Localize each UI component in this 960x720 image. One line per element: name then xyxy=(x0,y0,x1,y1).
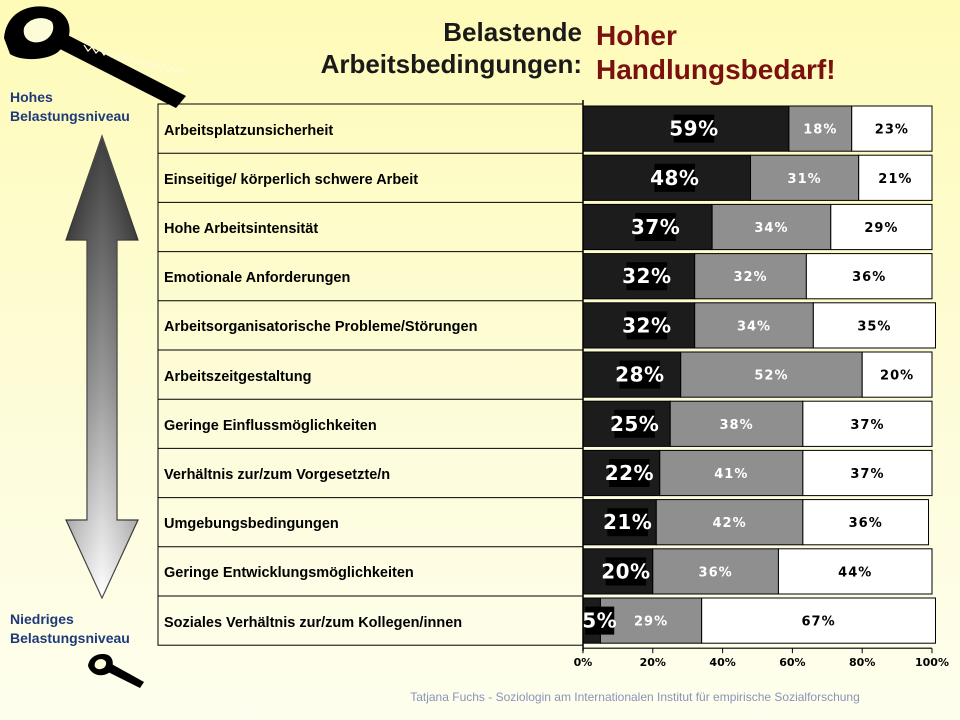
data-label-medium: 42% xyxy=(712,516,747,532)
x-tick-label: 20% xyxy=(639,656,666,670)
data-label-high: 28% xyxy=(615,362,665,387)
data-label-high: 37% xyxy=(630,215,681,239)
data-label-low: 23% xyxy=(874,122,909,138)
label-table-grid xyxy=(158,104,583,645)
data-label-low: 29% xyxy=(864,221,899,236)
data-label-medium: 31% xyxy=(787,171,822,187)
x-tick-label: 40% xyxy=(709,656,736,670)
data-label-low: 44% xyxy=(838,565,873,581)
high-level-label-line1: Hohes xyxy=(10,89,53,105)
data-label-medium: 34% xyxy=(754,221,789,236)
data-label-medium: 18% xyxy=(803,122,838,138)
category-label: Umgebungsbedingungen xyxy=(164,516,339,533)
data-label-high: 21% xyxy=(602,510,653,535)
data-label-medium: 36% xyxy=(698,565,733,581)
data-label-low: 21% xyxy=(878,171,913,187)
data-label-low: 35% xyxy=(857,319,892,335)
data-label-medium: 38% xyxy=(719,417,754,433)
data-label-low: 36% xyxy=(848,516,883,532)
chart-title-line2: Arbeitsbedingungen: xyxy=(320,49,582,79)
data-label-high: 59% xyxy=(669,116,719,141)
data-label-high: 5% xyxy=(582,608,618,633)
data-label-high: 32% xyxy=(622,313,672,338)
data-label-low: 37% xyxy=(850,467,885,482)
emphasis-title-line2: Handlungsbedarf! xyxy=(596,54,836,85)
data-label-medium: 41% xyxy=(714,467,749,482)
data-label-medium: 34% xyxy=(736,319,772,335)
x-tick-label: 0% xyxy=(573,656,593,670)
data-label-low: 37% xyxy=(850,417,885,433)
category-label: Verhältnis zur/zum Vorgesetzte/n xyxy=(164,467,391,483)
category-label: Soziales Verhältnis zur/zum Kollegen/innen xyxy=(164,614,463,631)
emphasis-title-line1: Hoher xyxy=(596,20,677,51)
category-label: Geringe Einflussmöglichkeiten xyxy=(164,417,377,434)
data-label-low: 67% xyxy=(801,614,836,630)
data-label-low: 20% xyxy=(880,368,915,384)
data-label-high: 20% xyxy=(601,559,651,584)
data-label-medium: 32% xyxy=(733,270,768,286)
category-label: Einseitige/ körperlich schwere Arbeit xyxy=(164,171,419,188)
chart-title-line1: Belastende xyxy=(443,17,582,47)
low-level-label-line1: Niedriges xyxy=(10,611,74,627)
data-label-medium: 52% xyxy=(754,368,789,384)
category-label: Emotionale Anforderungen xyxy=(164,270,351,287)
x-tick-label: 80% xyxy=(849,656,876,670)
data-label-medium: 29% xyxy=(633,614,669,630)
data-label-high: 25% xyxy=(609,411,660,436)
data-label-low: 36% xyxy=(852,270,887,286)
low-level-label-line2: Belastungsniveau xyxy=(10,630,130,646)
category-label: Hohe Arbeitsintensität xyxy=(164,221,319,237)
category-label: Arbeitszeitgestaltung xyxy=(164,368,312,385)
high-level-label-line2: Belastungsniveau xyxy=(10,108,130,124)
category-label: Arbeitsplatzunsicherheit xyxy=(164,122,334,139)
x-tick-label: 100% xyxy=(915,656,949,670)
data-label-high: 32% xyxy=(622,264,672,289)
footer-credit: Tatjana Fuchs - Soziologin am Internationalen Institut für empirische Sozialforschung xyxy=(410,690,860,704)
x-tick-label: 60% xyxy=(779,656,806,670)
category-label: Geringe Entwicklungsmöglichkeiten xyxy=(164,565,414,582)
data-label-high: 22% xyxy=(604,461,655,485)
category-label: Arbeitsorganisatorische Probleme/Störungen xyxy=(164,319,478,336)
data-label-high: 48% xyxy=(650,165,700,190)
